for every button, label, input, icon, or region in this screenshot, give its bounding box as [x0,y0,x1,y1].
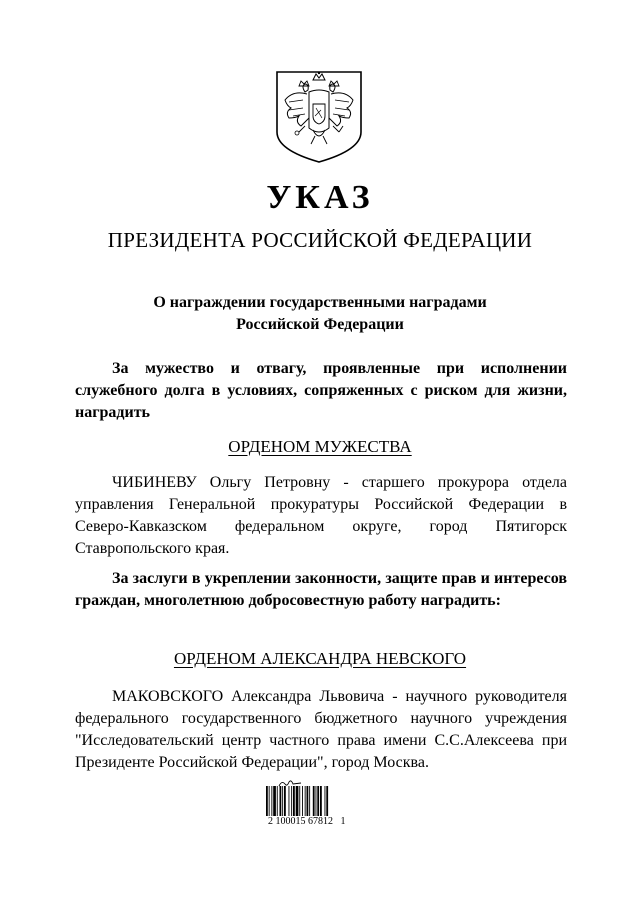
barcode-bar [309,786,310,816]
decree-subject-line2: Российской Федерации [236,316,404,333]
barcode-bar [305,786,306,816]
barcode-bar [293,786,295,816]
barcode-bar [273,786,276,816]
coat-of-arms-icon [275,70,363,164]
section-2-order: ОРДЕНОМ АЛЕКСАНДРА НЕВСКОГО [173,649,467,668]
barcode-bar [266,786,268,816]
registration-stamp [265,778,365,836]
decree-subject-line1: О награждении государственными наградами [153,294,487,311]
barcode-bar [317,786,319,816]
barcode-bar [307,786,309,816]
document-title: УКАЗ [266,179,374,216]
barcode-bar [289,786,290,816]
barcode-bar [296,786,299,816]
barcode-bar [313,786,315,816]
decree-subject [0,292,640,336]
barcode-bar [302,786,303,816]
barcode-bar [282,786,283,816]
barcode-bar [269,786,270,816]
barcode-bar [320,786,322,816]
section-1-intro: За мужество и отвагу, проявленные при исполнении служебного долга в условиях, сопряженных с риском для жизни, наградить [75,360,567,421]
section-2-award-text: МАКОВСКОГО Александра Львовича - научного руководителя федерального государственного бюджетного научного учреждения "Исследовательский центр частного права имени С.С.Алексеева при Президенте Российской Федерации", город Москва. [75,688,567,771]
barcode-bar [291,786,292,816]
barcode-bar [284,786,286,816]
barcode-bar [280,786,282,816]
barcode-bar [316,786,317,816]
document-subtitle: ПРЕЗИДЕНТА РОССИЙСКОЙ ФЕДЕРАЦИИ [107,228,533,252]
barcode-bar [277,786,278,816]
barcode-number: 2 100015 67812 1 [268,816,346,827]
section-2-intro: За заслуги в укреплении законности, защите прав и интересов граждан, многолетнюю добросовестную работу наградить: [75,570,567,609]
barcode-bar [299,786,300,816]
barcode-bar [326,786,328,816]
barcode-icon [265,786,353,816]
barcode-bar [325,786,326,816]
section-1-award-text: ЧИБИНЕВУ Ольгу Петровну - старшего прокурора отдела управления Генеральной прокуратуры Российской Федерации в Северо-Кавказском федеральном округе, город Пятигорск Ставропольского края. [75,474,567,557]
section-1-order: ОРДЕНОМ МУЖЕСТВА [228,437,412,456]
barcode-bar [271,786,272,816]
